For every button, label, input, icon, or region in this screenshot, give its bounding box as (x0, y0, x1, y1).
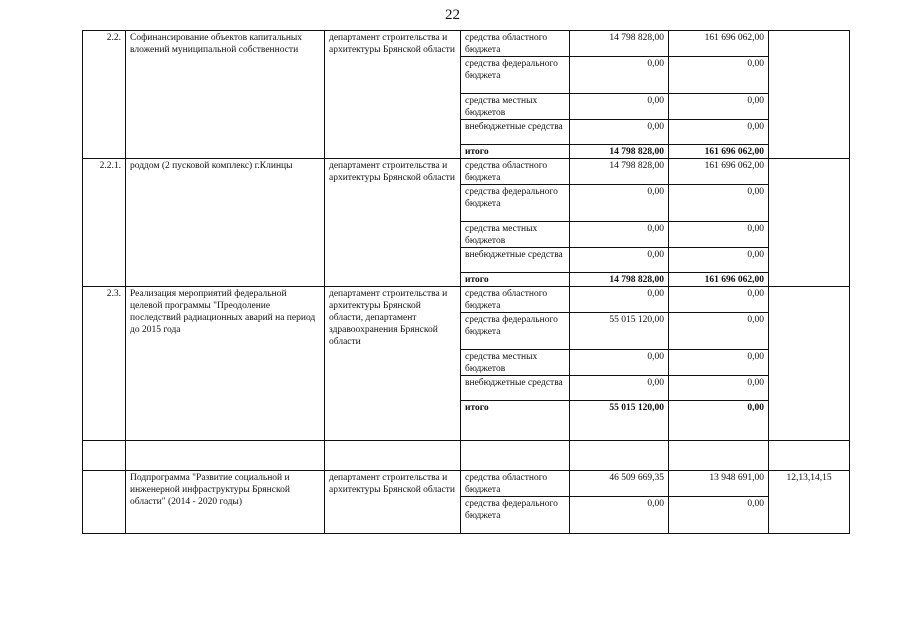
amount-cell: 0,00 (570, 94, 669, 120)
funding-source: итого (461, 401, 570, 441)
amount-cell: 14 798 828,00 (570, 31, 669, 57)
amount-cell: 0,00 (570, 376, 669, 401)
funding-source: внебюджетные средства (461, 120, 570, 145)
amount-cell: 0,00 (669, 313, 769, 350)
item-name: Подпрограмма "Развитие социальной и инженерной инфраструктуры Брянской области" (2014 - 2020 годы) (126, 471, 325, 534)
amount-cell: 0,00 (570, 248, 669, 273)
amount-cell: 161 696 062,00 (669, 31, 769, 57)
amount-cell: 161 696 062,00 (669, 159, 769, 185)
amount-cell: 0,00 (669, 185, 769, 222)
funding-source: средства местных бюджетов (461, 94, 570, 120)
indicator-refs: 12,13,14,15 (769, 471, 850, 534)
amount-cell: 0,00 (669, 120, 769, 145)
amount-cell: 14 798 828,00 (570, 273, 669, 287)
amount-cell: 55 015 120,00 (570, 313, 669, 350)
amount-cell: 0,00 (669, 248, 769, 273)
funding-source: средства областного бюджета (461, 287, 570, 313)
funding-source: итого (461, 273, 570, 287)
funding-source: средства местных бюджетов (461, 350, 570, 376)
table-row (83, 159, 850, 185)
item-name: Реализация мероприятий федеральной целевой программы "Преодоление последствий радиационных аварий на период до 2015 года (126, 287, 325, 441)
amount-cell: 0,00 (669, 497, 769, 534)
funding-source: внебюджетные средства (461, 248, 570, 273)
amount-cell: 0,00 (570, 497, 669, 534)
table-row (83, 471, 850, 497)
amount-cell: 0,00 (669, 57, 769, 94)
empty-cell (126, 441, 325, 471)
amount-cell: 0,00 (669, 376, 769, 401)
table-row (83, 287, 850, 313)
empty-cell (669, 441, 769, 471)
item-code: 2.2. (83, 31, 126, 159)
item-executor: департамент строительства и архитектуры Брянской области (325, 471, 461, 534)
amount-cell: 0,00 (669, 401, 769, 441)
empty-cell (325, 441, 461, 471)
funding-source: итого (461, 145, 570, 159)
indicator-refs (769, 287, 850, 441)
funding-source: средства федерального бюджета (461, 185, 570, 222)
amount-cell: 0,00 (570, 185, 669, 222)
amount-cell: 0,00 (570, 350, 669, 376)
table-body (83, 31, 850, 534)
amount-cell: 0,00 (570, 287, 669, 313)
funding-source: средства областного бюджета (461, 31, 570, 57)
item-code: 2.3. (83, 287, 126, 441)
budget-table (82, 30, 850, 534)
funding-source: средства федерального бюджета (461, 57, 570, 94)
funding-source: средства федерального бюджета (461, 313, 570, 350)
amount-cell: 14 798 828,00 (570, 145, 669, 159)
amount-cell: 55 015 120,00 (570, 401, 669, 441)
empty-cell (461, 441, 570, 471)
amount-cell: 46 509 669,35 (570, 471, 669, 497)
funding-source: средства местных бюджетов (461, 222, 570, 248)
item-code: 2.2.1. (83, 159, 126, 287)
item-executor: департамент строительства и архитектуры Брянской области (325, 31, 461, 159)
funding-source: средства областного бюджета (461, 471, 570, 497)
item-name: роддом (2 пусковой комплекс) г.Клинцы (126, 159, 325, 287)
funding-source: внебюджетные средства (461, 376, 570, 401)
funding-source: средства федерального бюджета (461, 497, 570, 534)
amount-cell: 0,00 (570, 120, 669, 145)
amount-cell: 0,00 (669, 94, 769, 120)
item-executor: департамент строительства и архитектуры Брянской области, департамент здравоохранения Брянской области (325, 287, 461, 441)
item-name: Софинансирование объектов капитальных вложений муниципальной собственности (126, 31, 325, 159)
funding-source: средства областного бюджета (461, 159, 570, 185)
amount-cell: 0,00 (669, 222, 769, 248)
amount-cell: 0,00 (669, 287, 769, 313)
amount-cell: 0,00 (669, 350, 769, 376)
empty-cell (769, 441, 850, 471)
page-number: 22 (445, 7, 460, 23)
amount-cell: 0,00 (570, 57, 669, 94)
empty-cell (83, 441, 126, 471)
amount-cell: 161 696 062,00 (669, 145, 769, 159)
amount-cell: 13 948 691,00 (669, 471, 769, 497)
item-code (83, 471, 126, 534)
indicator-refs (769, 159, 850, 287)
amount-cell: 0,00 (570, 222, 669, 248)
amount-cell: 161 696 062,00 (669, 273, 769, 287)
amount-cell: 14 798 828,00 (570, 159, 669, 185)
indicator-refs (769, 31, 850, 159)
item-executor: департамент строительства и архитектуры Брянской области (325, 159, 461, 287)
spacer-row (83, 441, 850, 471)
table-row (83, 31, 850, 57)
empty-cell (570, 441, 669, 471)
